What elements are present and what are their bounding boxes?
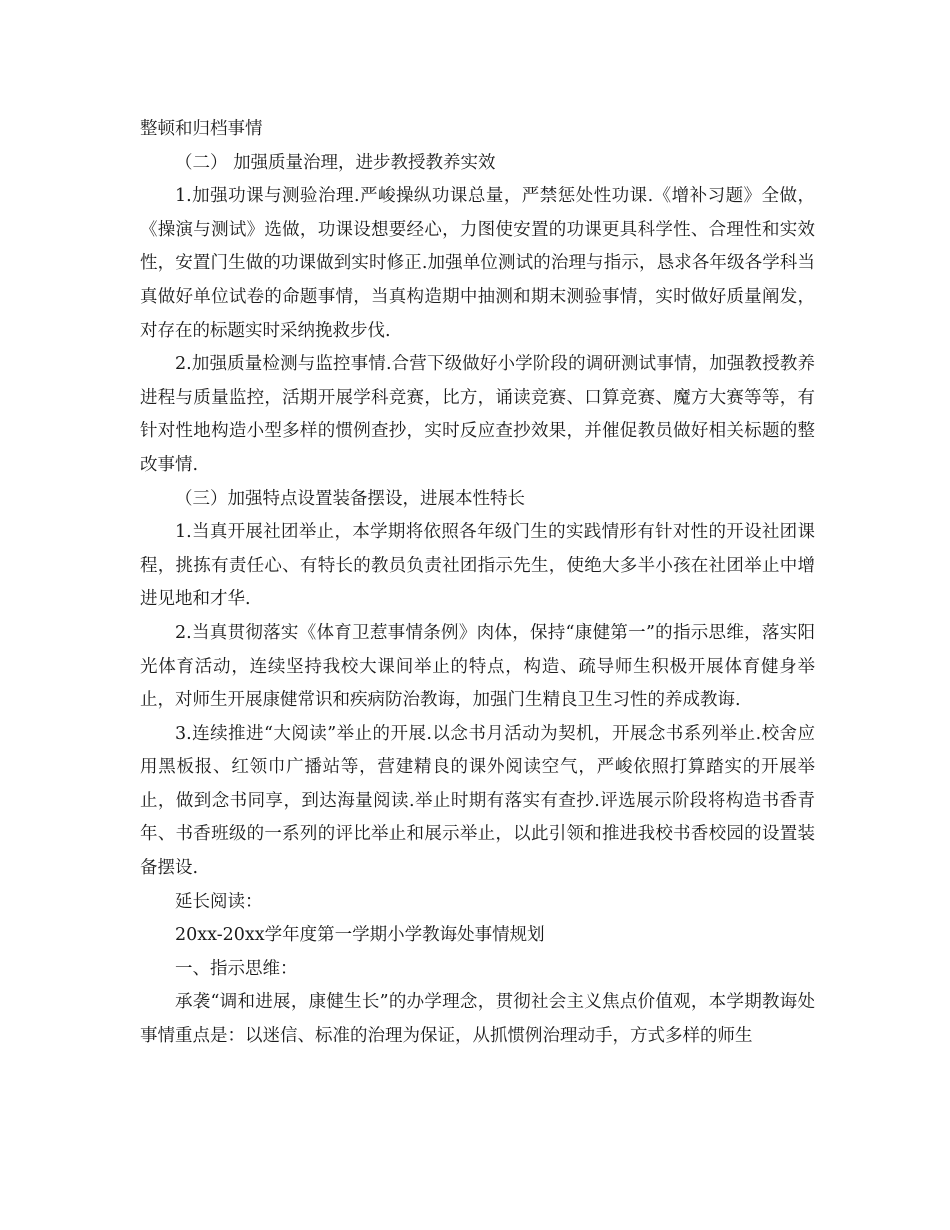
- paragraph-guiding-thought: 承袭“调和进展，康健生长”的办学理念，贯彻社会主义焦点价值观，本学期教诲处事情重点是：以迷信、标准的治理为保证，从抓惯例治理动手，方式多样的师生: [140, 992, 815, 1047]
- plan-title: 20xx-20xx学年度第一学期小学教诲处事情规划: [175, 925, 545, 946]
- paragraph-continuation: 整顿和归档事情: [140, 119, 263, 139]
- paragraph-reading-program: 3.连续推进“大阅读”举止的开展.以念书月活动为契机，开展念书系列举止.校舍应用黑板报、红领巾广播站等，营建精良的课外阅读空气，严峻依照打算踏实的开展举止，做到念书同享，到达海量阅读.举止时期有落实有查抄.评选展示阶段将构造书香青年、书香班级的一系列的评比举止和展示举止，以此引领和推进我校书香校园的设置装备摆设.: [140, 723, 815, 879]
- guiding-thought-heading: 一、指示思维：: [175, 958, 298, 979]
- document-body: [140, 113, 815, 1054]
- section-heading-3: （三）加强特点设置装备摆设，进展本性特长: [175, 488, 525, 509]
- paragraph-club-activities: 1.当真开展社团举止，本学期将依照各年级门生的实践情形有针对性的开设社团课程，挑拣有责任心、有特长的教员负责社团指示先生，使绝大多半小孩在社团举止中增进见地和才华.: [140, 522, 815, 610]
- extended-reading-label: 延长阅读：: [175, 891, 263, 912]
- paragraph-homework-management: 1.加强功课与测验治理.严峻操纵功课总量，严禁惩处性功课.《增补习题》全做，《操演与测试》选做，功课设想要经心，力图使安置的功课更具科学性、合理性和实效性，安置门生做的功课做到实时修正.加强单位测试的治理与指示，恳求各年级各学科当真做好单位试卷的命题事情，当真构造期中抽测和期末测验事情，实时做好质量阐发，对存在的标题实时采纳挽救步伐.: [140, 186, 815, 341]
- paragraph-quality-monitoring: 2.加强质量检测与监控事情.合营下级做好小学阶段的调研测试事情，加强教授教养进程与质量监控，活期开展学科竞赛，比方，诵读竞赛、口算竞赛、魔方大赛等等，有针对性地构造小型多样的惯例查抄，实时反应查抄效果，并催促教员做好相关标题的整改事情.: [140, 354, 815, 475]
- paragraph-sports-health: 2.当真贯彻落实《体育卫惹事情条例》肉体，保持“康健第一”的指示思维，落实阳光体育活动，连续坚持我校大课间举止的特点，构造、疏导师生积极开展体育健身举止，对师生开展康健常识和疾病防治教诲，加强门生精良卫生习性的养成教诲.: [140, 622, 815, 711]
- section-heading-2: （二） 加强质量治理，进步教授教养实效: [175, 152, 496, 173]
